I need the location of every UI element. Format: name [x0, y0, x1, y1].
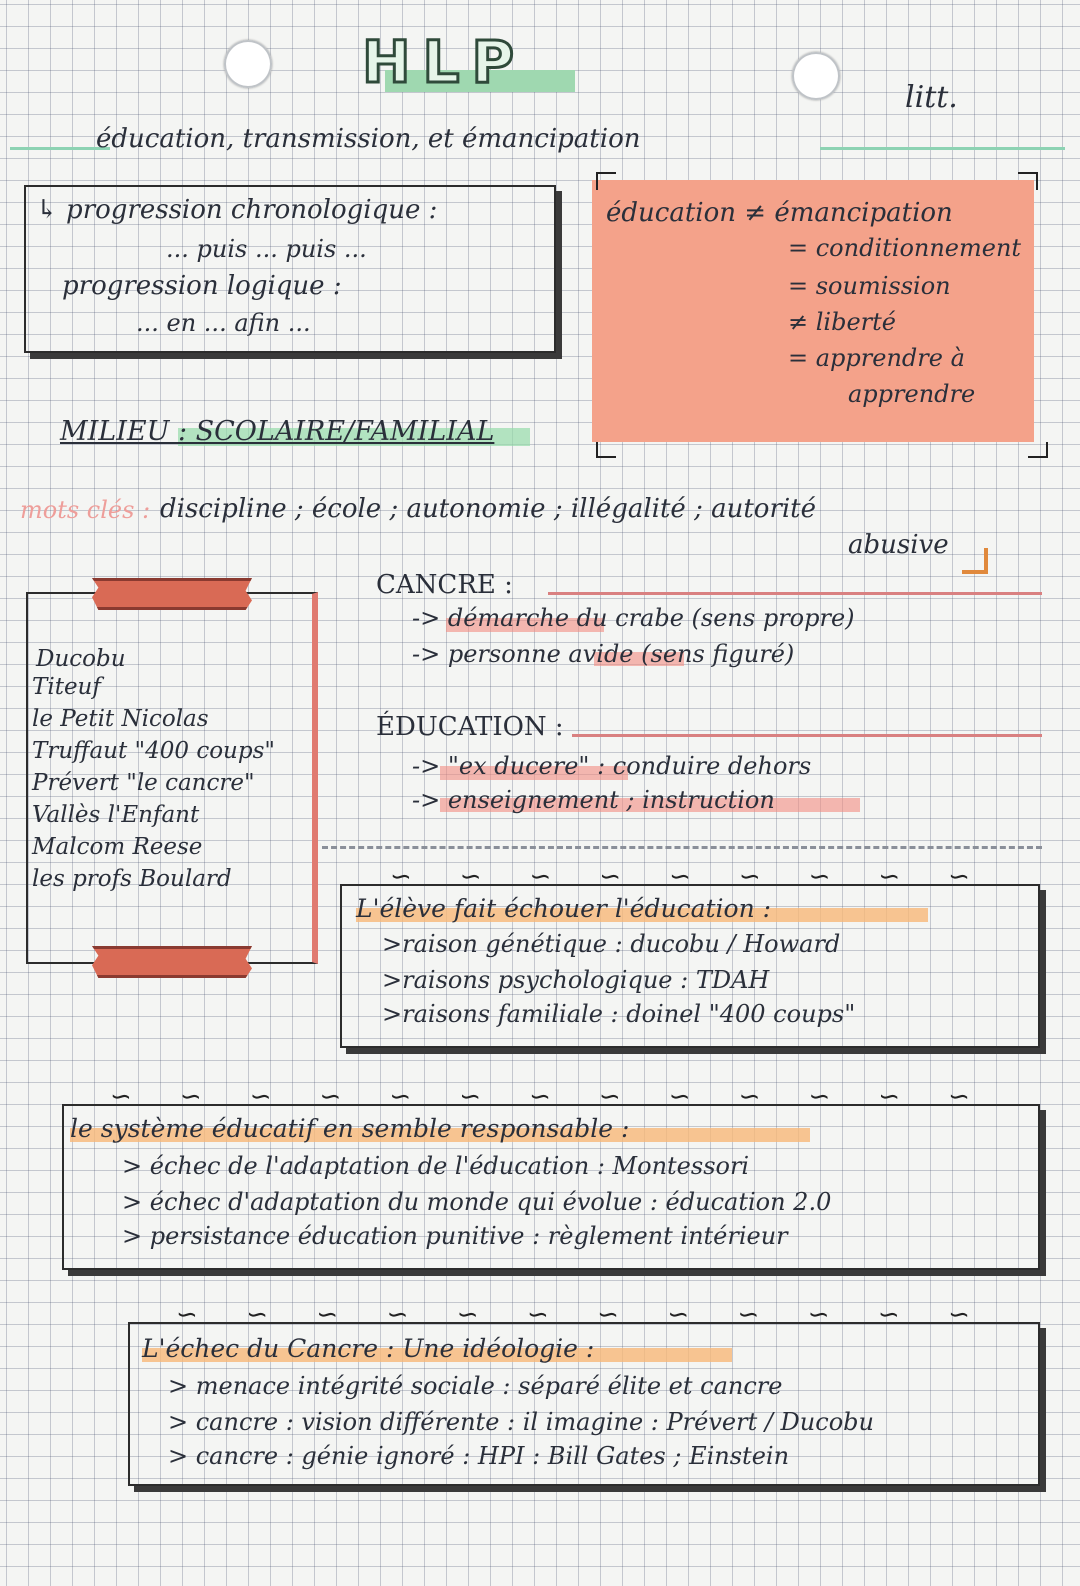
- education-rule: [572, 734, 1042, 737]
- keywords-list-cont: abusive: [848, 530, 949, 560]
- ring-icon: ∽: [529, 862, 552, 892]
- ring-icon: ∽: [386, 1300, 409, 1330]
- definition-heading: éducation ≠ émancipation: [606, 198, 953, 228]
- ring-icon: ∽: [598, 1082, 621, 1112]
- progression-line: ↳ progression chronologique :: [36, 195, 438, 225]
- definition-line: = apprendre à: [788, 344, 965, 372]
- ring-icon: ∽: [526, 1300, 549, 1330]
- reference-item: Malcom Reese: [32, 834, 203, 860]
- keywords-bracket: [962, 548, 988, 574]
- bracket-top-left: [596, 172, 616, 190]
- education-heading: ÉDUCATION :: [376, 712, 564, 742]
- reference-item: Truffaut "400 coups": [32, 738, 275, 764]
- page-subtitle: éducation, transmission, et émancipation: [96, 124, 641, 154]
- definition-line: ≠ liberté: [788, 308, 896, 336]
- references-box: [26, 592, 318, 964]
- ring-icon: ∽: [738, 1082, 761, 1112]
- ring-icon: ∽: [669, 862, 691, 892]
- ring-icon: ∽: [948, 1082, 970, 1112]
- ring-icon: ∽: [667, 1300, 690, 1330]
- ring-icon: ∽: [176, 1300, 198, 1330]
- title-rule-right: [820, 147, 1065, 150]
- tape-top: [92, 578, 252, 610]
- definition-line: = conditionnement: [788, 234, 1022, 262]
- ring-icon: ∽: [459, 862, 482, 892]
- ring-icon: ∽: [456, 1300, 479, 1330]
- ring-icon: ∽: [737, 1300, 760, 1330]
- ring-icon: ∽: [948, 1300, 970, 1330]
- ring-icon: ∽: [878, 1082, 901, 1112]
- ring-icon: ∽: [808, 1082, 831, 1112]
- student-line: >raisons familiale : doinel "400 coups": [382, 1000, 856, 1028]
- student-line: >raisons psychologique : TDAH: [382, 966, 770, 994]
- ring-icon: ∽: [319, 1082, 342, 1112]
- bracket-bottom-left: [596, 442, 616, 458]
- ring-icon: ∽: [599, 862, 622, 892]
- ring-icon: ∽: [390, 862, 412, 892]
- ring-icon: ∽: [179, 1082, 202, 1112]
- subject-label: litt.: [905, 80, 958, 115]
- tape-bottom: [92, 946, 252, 978]
- progression-box: [24, 185, 556, 353]
- definition-line: apprendre: [848, 380, 976, 408]
- ring-icon: ∽: [878, 862, 901, 892]
- page-title: HLP: [362, 28, 527, 96]
- title-rule-left: [10, 147, 110, 150]
- definition-line: = soumission: [788, 272, 951, 300]
- definition-box: [592, 180, 1034, 442]
- student-failure-box: [340, 884, 1040, 1048]
- keywords-list: discipline ; école ; autonomie ; illégalité ; autorité: [160, 494, 817, 524]
- dashed-separator: [322, 846, 1042, 849]
- ring-icon: ∽: [459, 1082, 482, 1112]
- ring-icon: ∽: [807, 1300, 830, 1330]
- system-line: > échec d'adaptation du monde qui évolue : éducation 2.0: [122, 1188, 832, 1216]
- ring-icon: ∽: [808, 862, 831, 892]
- ideology-line: > cancre : vision différente : il imagine : Prévert / Ducobu: [168, 1408, 874, 1436]
- ideology-box: [128, 1322, 1040, 1486]
- milieu-label: MILIEU : SCOLAIRE/FAMILIAL: [60, 416, 495, 447]
- education-line: -> enseignement ; instruction: [412, 786, 775, 814]
- ideology-line: > menace intégrité sociale : séparé élite et cancre: [168, 1372, 783, 1400]
- system-heading: le système éducatif en semble responsable :: [70, 1114, 630, 1143]
- ring-icon: ∽: [597, 1300, 619, 1330]
- reference-item: Vallès l'Enfant: [32, 802, 200, 828]
- ring-icon: ∽: [738, 862, 761, 892]
- system-box: [62, 1104, 1040, 1270]
- reference-item: Ducobu: [36, 646, 126, 672]
- binder-hole-left: [224, 40, 272, 88]
- student-heading: L'élève fait échouer l'éducation :: [356, 894, 772, 923]
- ring-icon: ∽: [316, 1300, 339, 1330]
- keywords-label: mots clés :: [20, 496, 151, 524]
- progression-line: ... en ... afin ...: [136, 309, 311, 337]
- ring-icon: ∽: [246, 1300, 268, 1330]
- ring-icon: ∽: [110, 1082, 132, 1112]
- progression-line: ... puis ... puis ...: [166, 235, 367, 263]
- bracket-top-right: [1018, 172, 1038, 190]
- ring-icon: ∽: [668, 1082, 691, 1112]
- progression-line: progression logique :: [62, 271, 342, 301]
- system-line: > persistance éducation punitive : règlement intérieur: [122, 1222, 788, 1250]
- cancre-line: -> personne avide (sens figuré): [412, 640, 795, 668]
- cancre-line: -> démarche du crabe (sens propre): [412, 604, 855, 632]
- reference-item: Titeuf: [32, 674, 101, 700]
- reference-item: les profs Boulard: [32, 866, 232, 892]
- cancre-heading: CANCRE :: [376, 570, 513, 600]
- binder-hole-right: [792, 52, 840, 100]
- bracket-bottom-right: [1028, 442, 1048, 458]
- education-line: -> "ex ducere" : conduire dehors: [412, 752, 812, 780]
- ring-icon: ∽: [529, 1082, 551, 1112]
- student-line: >raison génétique : ducobu / Howard: [382, 930, 841, 958]
- reference-item: le Petit Nicolas: [32, 706, 209, 732]
- ideology-line: > cancre : génie ignoré : HPI : Bill Gates ; Einstein: [168, 1442, 790, 1470]
- ring-icon: ∽: [389, 1082, 412, 1112]
- reference-item: Prévert "le cancre": [32, 770, 255, 796]
- ring-icon: ∽: [877, 1300, 900, 1330]
- cancre-rule: [548, 592, 1042, 595]
- ideology-heading: L'échec du Cancre : Une idéologie :: [142, 1334, 595, 1363]
- system-line: > échec de l'adaptation de l'éducation : Montessori: [122, 1152, 750, 1180]
- ring-icon: ∽: [948, 862, 970, 892]
- ring-icon: ∽: [249, 1082, 272, 1112]
